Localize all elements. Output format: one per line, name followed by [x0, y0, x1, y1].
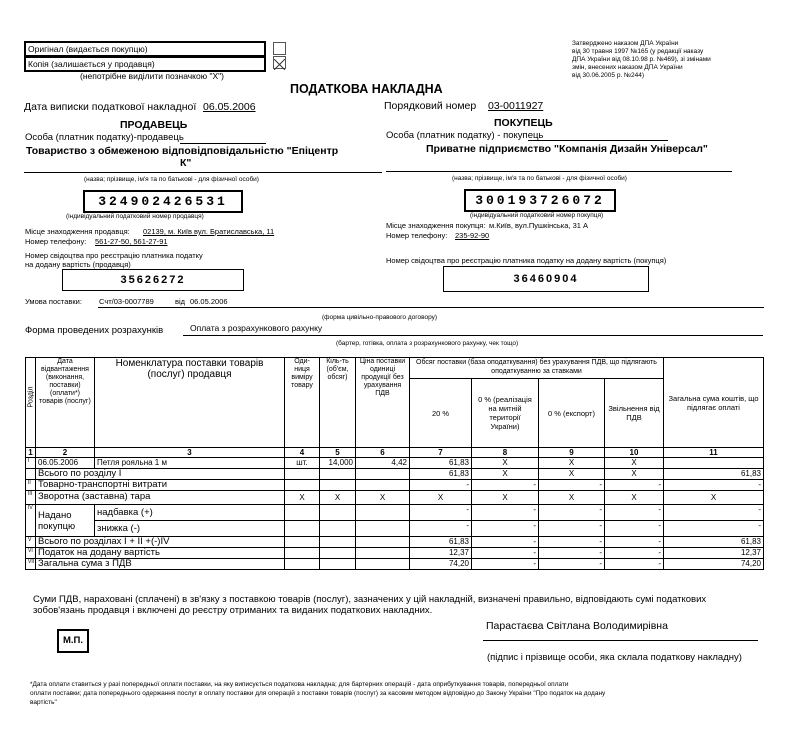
- col-num: 4: [285, 448, 320, 458]
- seller-cert-label-2: на додану вартість (продавця): [25, 260, 131, 269]
- table-row: [26, 505, 764, 521]
- table-row: [26, 458, 764, 469]
- row-total: [664, 458, 764, 469]
- row-v0e: -: [539, 559, 605, 570]
- row-total: -: [664, 505, 764, 521]
- table-row: [26, 559, 764, 570]
- row-v0d: -: [472, 521, 539, 537]
- row-qty: X: [320, 491, 356, 505]
- section-num: V: [26, 537, 36, 548]
- table-row: [26, 548, 764, 559]
- original-checkbox[interactable]: [273, 42, 286, 55]
- serial-label: Порядковий номер: [384, 100, 477, 112]
- seller-cert-label-1: Номер свідоцтва про реєстрацію платника податку: [25, 251, 203, 260]
- approval-line-5: від 30.06.2005 р. №244): [572, 72, 645, 79]
- row-v0d: -: [472, 559, 539, 570]
- buyer-heading: ПОКУПЕЦЬ: [494, 117, 553, 129]
- price-header: Ціна поставки одиниці продукції без урахування ПДВ: [356, 358, 410, 448]
- row-v20: 61,83: [410, 537, 472, 548]
- footnote-line-3: вартість": [30, 699, 57, 706]
- row-v20: 74,20: [410, 559, 472, 570]
- empty-cell: [356, 505, 410, 521]
- row-v20: 61,83: [410, 458, 472, 469]
- signer-name: Парастаєва Світлана Володимирівна: [486, 620, 668, 632]
- buyer-name-caption: (назва; прізвище, ім'я та по батькові - для фізичної особи): [452, 175, 627, 182]
- buyer-name: Приватне підприємство "Компанія Дизайн Універсал": [426, 143, 708, 155]
- seller-phone-label: Номер телефону:: [25, 237, 87, 246]
- signer-caption: (підпис і прізвище особи, яка склала податкову накладну): [487, 652, 742, 663]
- row-v0d: X: [472, 469, 539, 480]
- markup-label: надбавка (+): [95, 505, 285, 521]
- row-v0d: X: [472, 458, 539, 469]
- row-v20: -: [410, 521, 472, 537]
- section-num: I: [26, 458, 36, 469]
- payment-value: Оплата з розрахункового рахунку: [190, 323, 323, 333]
- row-v0e: -: [539, 537, 605, 548]
- seller-tax-id-caption: (індивідуальний податковий номер продавця): [66, 213, 204, 220]
- col-num: 7: [410, 448, 472, 458]
- section-label: Товарно-транспортні витрати: [36, 480, 285, 491]
- row-vex: -: [605, 559, 664, 570]
- row-vex: -: [605, 537, 664, 548]
- volume-header: Обсяг поставки (база оподаткування) без урахування ПДВ, що підлягають оподаткуванню за ставками: [410, 358, 664, 379]
- issue-date-label: Дата виписки податкової накладної: [24, 101, 197, 113]
- col-num: 1: [26, 448, 36, 458]
- invoice-table: [25, 357, 764, 570]
- row-vex: -: [605, 480, 664, 491]
- section-header: Розділ: [26, 358, 36, 448]
- row-v0e: X: [539, 469, 605, 480]
- section-label: Податок на додану вартість: [36, 548, 285, 559]
- section-num: IV: [26, 505, 36, 537]
- section-label: Всього по розділах І + ІІ +(-)ІV: [36, 537, 285, 548]
- empty-cell: [320, 559, 356, 570]
- contract-caption: (форма цивільно-правового договору): [322, 314, 438, 321]
- row-price: X: [356, 491, 410, 505]
- empty-cell: [320, 537, 356, 548]
- statement-line-1: Суми ПДВ, нараховані (сплачені) в зв'язку з поставкою товарів (послуг), зазначених у цій накладній, визначені правильно, відповідають сумі податкових: [33, 594, 707, 605]
- row-vex: X: [605, 458, 664, 469]
- row-v0e: -: [539, 548, 605, 559]
- empty-cell: [320, 469, 356, 480]
- row-unit: шт.: [285, 458, 320, 469]
- row-vex: -: [605, 505, 664, 521]
- row-vex: X: [605, 491, 664, 505]
- empty-cell: [356, 521, 410, 537]
- seller-phone: 561-27-50, 561-27-91: [95, 237, 168, 246]
- buyer-vat-cert: 36460904: [443, 266, 649, 292]
- row-total: -: [664, 480, 764, 491]
- original-copy-box: Оригінал (видається покупцю): [24, 41, 266, 57]
- row-total: 61,83: [664, 537, 764, 548]
- payment-caption: (бартер, готівка, оплата з розрахункового рахунку, чек тощо): [336, 340, 519, 347]
- buyer-tax-id-caption: (індивідуальний податковий номер покупця): [470, 212, 604, 219]
- col-num: 3: [95, 448, 285, 458]
- row-v0e: X: [539, 458, 605, 469]
- row-v20: 61,83: [410, 469, 472, 480]
- section-label: Всього по розділу І: [36, 469, 285, 480]
- table-row: [26, 480, 764, 491]
- empty-cell: [356, 559, 410, 570]
- discount-label: знижка (-): [95, 521, 285, 537]
- document-title: ПОДАТКОВА НАКЛАДНА: [290, 82, 443, 96]
- empty-cell: [285, 537, 320, 548]
- empty-cell: [285, 521, 320, 537]
- buyer-location-label: Місце знаходження покупця:: [386, 221, 486, 230]
- total-header: Загальна сума коштів, що підлягає оплаті: [664, 358, 764, 448]
- issue-date: 06.05.2006: [203, 101, 256, 113]
- delivery-label: Умова поставки:: [25, 297, 82, 306]
- seller-vat-cert: 35626272: [62, 269, 244, 291]
- nomenclature-header: Номенклатура поставки товарів (послуг) продавця: [95, 358, 285, 448]
- col-num: 11: [664, 448, 764, 458]
- row-vex: X: [605, 469, 664, 480]
- row-vex: -: [605, 548, 664, 559]
- copy-note: (непотрібне виділити позначкою "Х"): [80, 71, 224, 81]
- rate-0-domestic-header: 0 % (реалізація на митній території України): [472, 379, 539, 448]
- buyer-location: м.Київ, вул.Пушкінська, 31 А: [489, 221, 589, 230]
- empty-cell: [285, 480, 320, 491]
- row-v0e: -: [539, 521, 605, 537]
- col-num: 6: [356, 448, 410, 458]
- footnote-line-1: *Дата оплати ставиться у разі попередньої оплати поставки, на яку виписується податкова накладна; для бартерних операцій - дата оприбуткування товарів, попередньої оплати: [30, 681, 569, 688]
- empty-cell: [356, 548, 410, 559]
- approval-line-1: Затверджено наказом ДПА України: [572, 40, 679, 47]
- empty-cell: [285, 469, 320, 480]
- row-v20: 12,37: [410, 548, 472, 559]
- empty-cell: [285, 559, 320, 570]
- section-num: II: [26, 480, 36, 491]
- empty-cell: [356, 480, 410, 491]
- x-mark-icon: [274, 59, 285, 70]
- seller-location: 02139, м. Київ вул. Братиславська, 11: [143, 227, 275, 236]
- seller-person-label: Особа (платник податку)-продавець: [25, 132, 184, 143]
- delivery-value: Счт/03-0007789: [99, 297, 154, 306]
- section-label: Загальна сума з ПДВ: [36, 559, 285, 570]
- stamp-box: М.П.: [57, 629, 89, 653]
- buyer-phone-label: Номер телефону:: [386, 231, 448, 240]
- section-num: III: [26, 491, 36, 505]
- row-total: 12,37: [664, 548, 764, 559]
- seller-name-line-1: Товариство з обмеженою відповідповідальністю "Епіцентр: [26, 145, 339, 157]
- row-total: 61,83: [664, 469, 764, 480]
- col-num: 5: [320, 448, 356, 458]
- seller-name-caption: (назва; прізвище, ім'я та по батькові - для фізичної особи): [84, 176, 259, 183]
- row-name: Петля рояльна 1 м: [95, 458, 285, 469]
- section-num: VI: [26, 548, 36, 559]
- footnote-line-2: оплати поставки; дата попереднього одержання послуг в оплату поставки для операцій з поставки товарів (послуг) за касовим методом відповідно до Закону України "Про податок на додану: [30, 690, 606, 697]
- empty-cell: [285, 505, 320, 521]
- table-row: [26, 491, 764, 505]
- empty-cell: [356, 469, 410, 480]
- seller-name-line-2: К": [180, 157, 192, 169]
- col-num: 10: [605, 448, 664, 458]
- approval-line-2: від 30 травня 1997 №165 (у редакції наказу: [572, 48, 704, 55]
- empty-cell: [285, 548, 320, 559]
- row-total: -: [664, 521, 764, 537]
- buyer-cert-label: Номер свідоцтва про реєстрацію платника податку на додану вартість (покупця): [386, 256, 667, 265]
- date-header: Дата відвантаження (виконання, поставки) (оплати*) товарів (послуг): [36, 358, 95, 448]
- section-label: Зворотна (заставна) тара: [36, 491, 285, 505]
- seller-heading: ПРОДАВЕЦЬ: [120, 119, 188, 131]
- row-v0e: X: [539, 491, 605, 505]
- row-v0d: -: [472, 537, 539, 548]
- row-date: 06.05.2006: [36, 458, 95, 469]
- qty-header: Кіль-ть (об'єм, обсяг): [320, 358, 356, 448]
- rate-0-export-header: 0 % (експорт): [539, 379, 605, 448]
- payment-label: Форма проведених розрахунків: [25, 325, 164, 336]
- seller-location-label: Місце знаходження продавця:: [25, 227, 130, 236]
- approval-line-3: ДПА України від 08.10.98 р. №469), зі змінами: [572, 56, 711, 63]
- row-v0d: -: [472, 505, 539, 521]
- approval-line-4: змін, внесених наказом ДПА України: [572, 64, 683, 71]
- section-label: Надано покупцю: [36, 505, 95, 537]
- row-v0d: -: [472, 480, 539, 491]
- section-num: VII: [26, 559, 36, 570]
- row-total: X: [664, 491, 764, 505]
- seller-copy-box: Копія (залишається у продавця): [24, 56, 266, 72]
- delivery-date: 06.05.2006: [190, 297, 228, 306]
- row-v0e: -: [539, 480, 605, 491]
- empty-cell: [320, 505, 356, 521]
- col-num: 2: [36, 448, 95, 458]
- table-row: [26, 537, 764, 548]
- row-v20: -: [410, 505, 472, 521]
- statement-line-2: зобов'язань продавця і включені до реєстру отриманих та виданих податкових накладних.: [33, 605, 433, 616]
- table-row: [26, 469, 764, 480]
- row-v20: -: [410, 480, 472, 491]
- empty-cell: [356, 537, 410, 548]
- empty-cell: [320, 521, 356, 537]
- buyer-tax-id: 300193726072: [464, 189, 616, 212]
- row-v0e: -: [539, 505, 605, 521]
- row-price: 4,42: [356, 458, 410, 469]
- copy-checkbox[interactable]: [273, 56, 286, 69]
- buyer-person-label: Особа (платник податку) - покупець: [386, 130, 544, 141]
- row-unit: X: [285, 491, 320, 505]
- row-v0d: -: [472, 548, 539, 559]
- seller-tax-id: 324902426531: [83, 190, 243, 213]
- table-row: [26, 521, 764, 537]
- empty-cell: [320, 548, 356, 559]
- buyer-phone: 235-92-90: [455, 231, 490, 240]
- rate-20-header: 20 %: [410, 379, 472, 448]
- serial-number: 03-0011927: [488, 100, 544, 112]
- section-num: [26, 469, 36, 480]
- col-num: 9: [539, 448, 605, 458]
- column-numbers-row: [26, 448, 764, 458]
- row-qty: 14,000: [320, 458, 356, 469]
- row-vex: -: [605, 521, 664, 537]
- row-v0d: X: [472, 491, 539, 505]
- exempt-header: Звільнення від ПДВ: [605, 379, 664, 448]
- row-v20: X: [410, 491, 472, 505]
- empty-cell: [320, 480, 356, 491]
- col-num: 8: [472, 448, 539, 458]
- row-total: 74,20: [664, 559, 764, 570]
- unit-header: Оди-ниця виміру товару: [285, 358, 320, 448]
- delivery-date-label: від: [175, 297, 186, 306]
